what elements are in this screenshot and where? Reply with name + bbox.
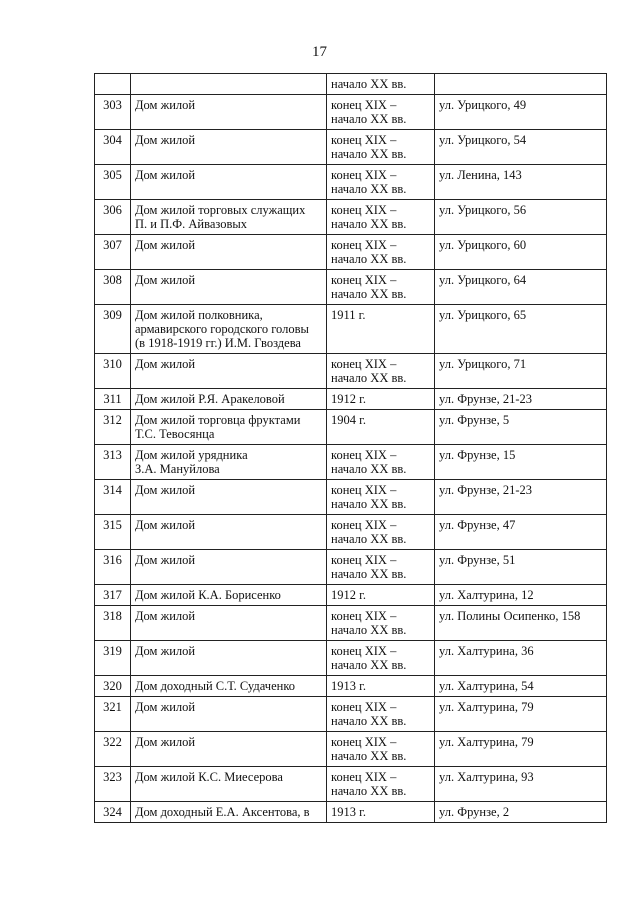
table-row [95, 165, 607, 200]
cell-num: 308 [95, 270, 131, 305]
cell-date: конец XIX – начало XX вв. [327, 165, 435, 200]
cell-date: конец XIX – начало XX вв. [327, 270, 435, 305]
cell-date: конец XIX – начало XX вв. [327, 200, 435, 235]
cell-name: Дом жилой [131, 732, 327, 767]
cell-date: 1911 г. [327, 305, 435, 354]
cell-num: 306 [95, 200, 131, 235]
cell-name: Дом жилой [131, 165, 327, 200]
cell-num: 303 [95, 95, 131, 130]
cell-name: Дом жилой [131, 95, 327, 130]
cell-address: ул. Фрунзе, 47 [435, 515, 607, 550]
table-row [95, 200, 607, 235]
cell-name: Дом жилой [131, 550, 327, 585]
cell-date: 1913 г. [327, 676, 435, 697]
cell-date: конец XIX – начало XX вв. [327, 95, 435, 130]
cell-address: ул. Халтурина, 36 [435, 641, 607, 676]
cell-date: 1904 г. [327, 410, 435, 445]
table-row [95, 676, 607, 697]
cell-num: 324 [95, 802, 131, 823]
table-row [95, 732, 607, 767]
cell-num: 304 [95, 130, 131, 165]
cell-num: 313 [95, 445, 131, 480]
table-row [95, 445, 607, 480]
table-row [95, 585, 607, 606]
cell-name: Дом жилой [131, 270, 327, 305]
table-row [95, 270, 607, 305]
cell-num: 314 [95, 480, 131, 515]
cell-name: Дом жилой К.С. Миесерова [131, 767, 327, 802]
cell-address: ул. Халтурина, 54 [435, 676, 607, 697]
cell-name [131, 74, 327, 95]
cell-address: ул. Урицкого, 56 [435, 200, 607, 235]
cell-address: ул. Ленина, 143 [435, 165, 607, 200]
cell-address: ул. Фрунзе, 21-23 [435, 480, 607, 515]
cell-address: ул. Урицкого, 49 [435, 95, 607, 130]
cell-num: 309 [95, 305, 131, 354]
cell-name: Дом жилой [131, 606, 327, 641]
cell-address: ул. Урицкого, 65 [435, 305, 607, 354]
cell-address: ул. Полины Осипенко, 158 [435, 606, 607, 641]
cell-address: ул. Халтурина, 12 [435, 585, 607, 606]
cell-address: ул. Урицкого, 60 [435, 235, 607, 270]
table-body [95, 74, 607, 823]
cell-date: конец XIX – начало XX вв. [327, 480, 435, 515]
table-row [95, 305, 607, 354]
table-row [95, 410, 607, 445]
cell-num: 320 [95, 676, 131, 697]
cell-date: 1912 г. [327, 389, 435, 410]
table-row [95, 606, 607, 641]
heritage-table [94, 73, 607, 823]
cell-date: конец XIX – начало XX вв. [327, 697, 435, 732]
cell-name: Дом жилой [131, 641, 327, 676]
table-row [95, 767, 607, 802]
cell-date: 1913 г. [327, 802, 435, 823]
cell-address: ул. Урицкого, 54 [435, 130, 607, 165]
table-row [95, 95, 607, 130]
cell-date: конец XIX – начало XX вв. [327, 767, 435, 802]
table-row [95, 480, 607, 515]
cell-num: 322 [95, 732, 131, 767]
cell-num [95, 74, 131, 95]
cell-address: ул. Урицкого, 71 [435, 354, 607, 389]
cell-name: Дом жилой [131, 354, 327, 389]
cell-date: 1912 г. [327, 585, 435, 606]
cell-name: Дом жилой торговца фруктами Т.С. Тевосянца [131, 410, 327, 445]
cell-date: начало XX вв. [327, 74, 435, 95]
cell-num: 321 [95, 697, 131, 732]
cell-name: Дом жилой [131, 515, 327, 550]
cell-num: 312 [95, 410, 131, 445]
cell-date: конец XIX – начало XX вв. [327, 550, 435, 585]
cell-date: конец XIX – начало XX вв. [327, 130, 435, 165]
cell-num: 305 [95, 165, 131, 200]
table-row [95, 697, 607, 732]
page-number: 17 [312, 44, 327, 60]
cell-name: Дом жилой урядника З.А. Мануйлова [131, 445, 327, 480]
cell-num: 319 [95, 641, 131, 676]
cell-address: ул. Халтурина, 93 [435, 767, 607, 802]
table-row-continuation [95, 74, 607, 95]
cell-date: конец XIX – начало XX вв. [327, 606, 435, 641]
table-row [95, 515, 607, 550]
cell-num: 323 [95, 767, 131, 802]
cell-num: 317 [95, 585, 131, 606]
cell-address [435, 74, 607, 95]
cell-name: Дом жилой [131, 697, 327, 732]
cell-name: Дом жилой Р.Я. Аракеловой [131, 389, 327, 410]
table-row [95, 235, 607, 270]
cell-date: конец XIX – начало XX вв. [327, 445, 435, 480]
table-row [95, 641, 607, 676]
cell-num: 311 [95, 389, 131, 410]
cell-address: ул. Фрунзе, 51 [435, 550, 607, 585]
cell-date: конец XIX – начало XX вв. [327, 641, 435, 676]
cell-date: конец XIX – начало XX вв. [327, 235, 435, 270]
cell-num: 318 [95, 606, 131, 641]
cell-num: 307 [95, 235, 131, 270]
cell-name: Дом жилой торговых служащих П. и П.Ф. Айвазовых [131, 200, 327, 235]
table-row [95, 802, 607, 823]
cell-address: ул. Халтурина, 79 [435, 732, 607, 767]
cell-name: Дом доходный С.Т. Судаченко [131, 676, 327, 697]
cell-name: Дом жилой [131, 235, 327, 270]
cell-name: Дом жилой К.А. Борисенко [131, 585, 327, 606]
table-row [95, 354, 607, 389]
cell-address: ул. Урицкого, 64 [435, 270, 607, 305]
table-row [95, 389, 607, 410]
cell-address: ул. Фрунзе, 5 [435, 410, 607, 445]
cell-name: Дом доходный Е.А. Аксентова, в [131, 802, 327, 823]
cell-address: ул. Фрунзе, 15 [435, 445, 607, 480]
table-row [95, 130, 607, 165]
cell-num: 316 [95, 550, 131, 585]
table-row [95, 550, 607, 585]
cell-name: Дом жилой [131, 480, 327, 515]
cell-name: Дом жилой полковника, армавирского городского головы (в 1918-1919 гг.) И.М. Гвоздева [131, 305, 327, 354]
cell-address: ул. Фрунзе, 2 [435, 802, 607, 823]
cell-num: 310 [95, 354, 131, 389]
cell-date: конец XIX – начало XX вв. [327, 732, 435, 767]
cell-address: ул. Халтурина, 79 [435, 697, 607, 732]
cell-date: конец XIX – начало XX вв. [327, 354, 435, 389]
cell-name: Дом жилой [131, 130, 327, 165]
cell-address: ул. Фрунзе, 21-23 [435, 389, 607, 410]
cell-date: конец XIX – начало XX вв. [327, 515, 435, 550]
cell-num: 315 [95, 515, 131, 550]
